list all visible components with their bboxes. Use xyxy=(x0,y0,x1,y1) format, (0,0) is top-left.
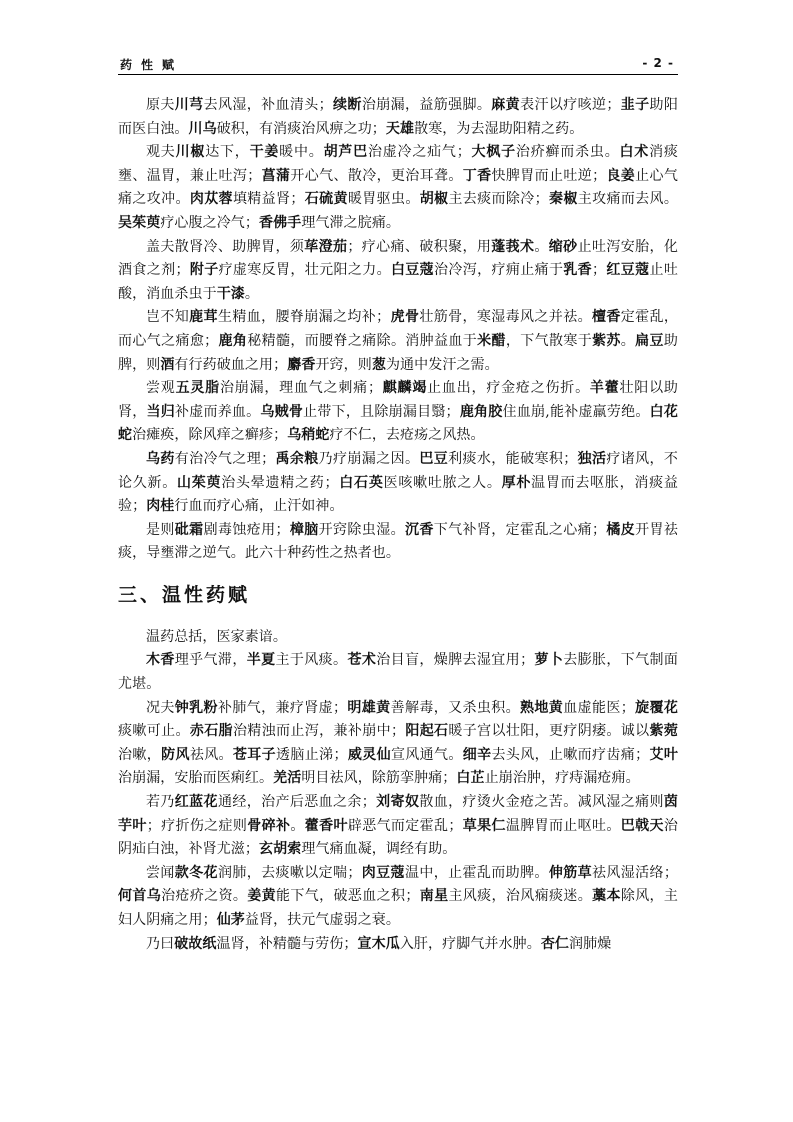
herb-name: 羊藿 xyxy=(589,380,620,397)
paragraph xyxy=(118,626,678,650)
text-run: 明目祛风，除筋挛肿痛； xyxy=(301,770,457,787)
text-run: 观夫 xyxy=(146,144,176,161)
text-run: 是则 xyxy=(146,521,175,538)
text-run: 达下， xyxy=(205,144,250,161)
text-run: 快脾胃而止吐逆； xyxy=(491,167,607,184)
herb-name: 韭子 xyxy=(620,97,650,113)
text-run: 若乃 xyxy=(146,794,175,811)
text-run: 祛风。 xyxy=(189,746,233,763)
text-run: 辟恶气而定霍乱； xyxy=(347,817,463,834)
herb-name: 南星 xyxy=(419,888,449,905)
text-run: 治嗽， xyxy=(118,746,162,763)
herb-name: 红蓝花 xyxy=(174,794,218,811)
text-run: 除风，主妇人阴痛之用； xyxy=(118,888,679,928)
herb-name: 紫菀 xyxy=(649,723,678,740)
text-run: 去风湿，补血清头； xyxy=(203,97,333,113)
text-run: 去头风，止嗽而疗齿痛； xyxy=(491,746,650,763)
text-run: 止吐酸，消血杀虫于 xyxy=(118,262,678,302)
paragraph xyxy=(118,377,678,448)
text-run: 乃曰 xyxy=(146,935,175,952)
text-run: 补虚而养血。 xyxy=(174,403,261,420)
herb-name: 款冬花 xyxy=(174,864,218,881)
text-run: 主风痰，治风痫痰迷。 xyxy=(448,888,593,905)
text-run: 治头晕遗精之药； xyxy=(221,474,339,491)
text-run: ； xyxy=(592,262,607,279)
herb-name: 鹿茸 xyxy=(189,309,218,326)
herb-name: 肉苁蓉 xyxy=(189,191,233,208)
herb-name: 威灵仙 xyxy=(347,746,391,763)
herb-name: 破故纸 xyxy=(174,935,217,952)
text-run: 治虚冷之疝气； xyxy=(367,144,471,161)
herb-name: 藁本 xyxy=(592,888,621,905)
text-run: 暖子宫以壮阳，更疗阴痿。诚以 xyxy=(448,723,650,740)
herb-name: 白术 xyxy=(619,144,650,161)
text-run: 定霍乱，而心气之痛愈； xyxy=(118,309,679,349)
paragraph xyxy=(118,519,678,566)
text-run: 疗不仁，去疮疡之风热。 xyxy=(329,427,485,444)
text-run: 乃疗崩漏之因。 xyxy=(318,450,420,467)
text-run: 止崩治肿，疗痔漏疮痈。 xyxy=(484,770,640,787)
herb-name: 乌药 xyxy=(146,450,175,467)
herb-name: 苍术 xyxy=(347,652,377,669)
text-run: 治瘫痪，除风痒之癣疹； xyxy=(132,427,288,444)
herb-name: 厚朴 xyxy=(501,474,532,491)
header-title: 药性赋 xyxy=(120,58,184,72)
text-run: 尝观 xyxy=(146,380,176,397)
text-run: 止心气痛之攻冲。 xyxy=(118,167,679,208)
herb-name: 蓬莪术 xyxy=(491,238,535,255)
text-run: 疗心腹之冷气； xyxy=(160,214,260,231)
herb-name: 独活 xyxy=(577,450,607,467)
paragraph xyxy=(118,933,678,957)
running-header xyxy=(118,52,678,75)
herb-name: 胡椒 xyxy=(419,191,449,208)
text-run: 主攻痛而去风。 xyxy=(577,191,679,208)
herb-name: 干姜 xyxy=(249,144,280,161)
text-run: 开窍，则 xyxy=(315,356,372,373)
herb-name: 酒 xyxy=(160,356,175,373)
text-run: 祛风湿活络； xyxy=(591,864,678,881)
herb-name: 米醋 xyxy=(477,332,506,349)
text-run: 主于风痰。 xyxy=(275,652,348,669)
herb-name: 天雄 xyxy=(385,120,415,137)
page-number: - 2 - xyxy=(642,56,674,70)
paragraph xyxy=(118,236,678,307)
text-run: 治目盲，燥脾去湿宜用； xyxy=(376,652,535,669)
text-run: 治疮疥之资。 xyxy=(161,888,248,905)
herb-name: 玄胡索 xyxy=(259,841,302,858)
herb-name: 巴豆 xyxy=(419,450,449,467)
text-run: 表汗以疗咳逆； xyxy=(520,97,621,113)
text-run: 润肺燥 xyxy=(569,935,612,952)
text-run: 暖中。 xyxy=(279,144,324,161)
herb-name: 缩砂 xyxy=(548,238,578,255)
herb-name: 肉豆蔻 xyxy=(361,864,405,881)
text-run: 行血而疗心痛，止汗如神。 xyxy=(174,498,344,515)
herb-name: 扁豆 xyxy=(635,332,664,349)
text-run: 善解毒，又杀虫积。 xyxy=(390,699,521,716)
herb-name: 大枫子 xyxy=(470,144,516,161)
text-run: 止血出，疗金疮之伤折。 xyxy=(427,380,590,397)
herb-name: 伸筋草 xyxy=(548,864,592,881)
herb-name: 附子 xyxy=(189,262,219,279)
text-run: 治精浊而止泻，兼补崩中； xyxy=(232,723,406,740)
text-run: 通经，治产后恶血之余； xyxy=(217,794,376,811)
text-run: 开心气、散冷，更治耳聋。 xyxy=(290,167,463,184)
text-run: 岂不知 xyxy=(146,309,190,326)
paragraph xyxy=(118,306,678,377)
text-run: 能下气，破恶血之积； xyxy=(276,888,420,905)
text-run: 助脾，则 xyxy=(118,332,679,373)
herb-name: 菖蒲 xyxy=(261,167,291,184)
text-run: 。 xyxy=(290,817,305,834)
text-run: 温中，止霍乱而助脾。 xyxy=(404,864,549,881)
text-run: 原夫 xyxy=(146,97,175,113)
text-run: 暖胃驱虫。 xyxy=(347,191,420,208)
herb-name: 麝香 xyxy=(287,356,316,373)
text-run: 破积，有消痰治风痹之功； xyxy=(216,120,386,137)
herb-name: 巴戟天 xyxy=(620,817,664,834)
text-run: 治崩漏，安胎而医痢红。 xyxy=(118,770,274,787)
text-run: 透脑止涕； xyxy=(276,746,348,763)
herb-name: 川乌 xyxy=(188,120,217,137)
herb-name: 吴茱萸 xyxy=(118,214,161,231)
text-run: 宣风通气。 xyxy=(390,746,463,763)
text-run: 。 xyxy=(534,238,549,255)
herb-name: 良姜 xyxy=(606,167,636,184)
text-run: 理乎气滞， xyxy=(174,652,247,669)
text-run: 盖夫散肾冷、助脾胃，须 xyxy=(146,238,305,255)
text-run: 温脾胃而止呕吐。 xyxy=(505,817,621,834)
herb-name: 白豆蔻 xyxy=(390,262,435,279)
herb-name: 钟乳粉 xyxy=(174,699,218,716)
herb-name: 骨碎补 xyxy=(247,817,291,834)
herb-name: 草果仁 xyxy=(462,817,506,834)
heat-medicine-passage xyxy=(118,94,678,566)
text-run: 散血，疗烫火金疮之苦。减风湿之痛则 xyxy=(419,794,664,811)
herb-name: 细辛 xyxy=(462,746,492,763)
text-run: 壮筋骨，寒湿毒风之并祛。 xyxy=(419,309,592,326)
herb-name: 虎骨 xyxy=(390,309,420,326)
herb-name: 艾叶 xyxy=(649,746,678,763)
text-run: 治阴疝白浊，补肾尤滋； xyxy=(118,817,678,858)
text-run: 疗诸风，不论久新。 xyxy=(118,450,679,491)
text-run: 尝闻 xyxy=(146,864,175,881)
paragraph xyxy=(118,791,678,862)
herb-name: 明雄黄 xyxy=(347,699,391,716)
herb-name: 麒麟竭 xyxy=(382,380,428,397)
text-run: 散寒，为去湿助阳精之药。 xyxy=(414,120,584,137)
herb-name: 干漆 xyxy=(216,285,245,302)
text-run: 有治冷气之理； xyxy=(174,450,276,467)
herb-name: 川椒 xyxy=(175,144,206,161)
herb-name: 木香 xyxy=(146,652,175,669)
herb-name: 阳起石 xyxy=(405,723,449,740)
text-run: 助阳而医白浊。 xyxy=(118,97,679,137)
herb-name: 川芎 xyxy=(174,97,204,113)
text-run: 止吐泻安胎，化酒食之剂； xyxy=(118,238,678,279)
herb-name: 防风 xyxy=(161,746,190,763)
text-run: 痰嗽可止。 xyxy=(118,723,190,740)
herb-name: 肉桂 xyxy=(146,498,175,515)
herb-name: 橘皮 xyxy=(606,521,636,538)
text-run: 剧毒蚀疮用； xyxy=(203,521,290,538)
herb-name: 鹿角 xyxy=(218,332,248,349)
herb-name: 香佛手 xyxy=(259,214,302,231)
herb-name: 萝卜 xyxy=(534,652,564,669)
herb-name: 苍耳子 xyxy=(232,746,277,763)
text-run: 温药总括，医家素谙。 xyxy=(146,628,287,645)
herb-name: 白花蛇 xyxy=(118,403,678,444)
paragraph xyxy=(118,141,678,235)
herb-name: 樟脑 xyxy=(289,521,319,538)
text-run: 况夫 xyxy=(146,699,175,716)
herb-name: 胡芦巴 xyxy=(323,144,368,161)
text-run: 疗虚寒反胃，壮元阳之力。 xyxy=(218,262,391,279)
herb-name: 杏仁 xyxy=(540,935,570,952)
text-run: 利痰水，能破寒积； xyxy=(448,450,578,467)
page-body xyxy=(118,94,678,956)
text-run: 理气痛血凝，调经有助。 xyxy=(301,841,457,858)
herb-name: 刘寄奴 xyxy=(375,794,420,811)
text-run: 主去痰而除冷； xyxy=(448,191,549,208)
paragraph xyxy=(118,697,678,791)
herb-name: 乌贼骨 xyxy=(260,403,304,420)
text-run: 医咳嗽吐脓之人。 xyxy=(383,474,502,491)
text-run: 治冷泻，疗痈止痛于 xyxy=(434,262,564,279)
text-run: 益肾，扶元气虚弱之衰。 xyxy=(244,912,401,928)
text-run: ，下气散寒于 xyxy=(505,332,593,349)
herb-name: 半夏 xyxy=(246,652,276,669)
text-run: 温肾，补精髓与劳伤； xyxy=(216,935,358,952)
text-run: 入肝，疗脚气并水肿。 xyxy=(399,935,541,952)
text-run: 填精益肾； xyxy=(232,191,305,208)
text-run: 。 xyxy=(244,285,260,302)
text-run: 温胃而去呕胀，消痰益验； xyxy=(118,474,678,515)
herb-name: 旋覆花 xyxy=(634,699,678,716)
herb-name: 檀香 xyxy=(591,309,621,326)
text-run: 润肺，去痰嗽以定喘； xyxy=(217,864,362,881)
herb-name: 羌活 xyxy=(273,770,302,787)
herb-name: 葱 xyxy=(371,356,386,373)
herb-name: 仙茅 xyxy=(216,912,245,928)
text-run: 为通中发汗之需。 xyxy=(385,356,499,373)
herb-name: 姜黄 xyxy=(247,888,277,905)
text-run: 。 xyxy=(620,332,636,349)
herb-name: 秦椒 xyxy=(548,191,578,208)
herb-name: 续断 xyxy=(332,97,362,113)
text-run: 止带下，且除崩漏目翳； xyxy=(303,403,460,420)
herb-name: 白石英 xyxy=(338,474,384,491)
warm-medicine-passage xyxy=(118,626,678,956)
herb-name: 麻黄 xyxy=(491,97,521,113)
text-run: 秘精髓，而腰脊之痛除。消肿益血于 xyxy=(247,332,478,349)
herb-name: 沉香 xyxy=(404,521,434,538)
herb-name: 丁香 xyxy=(462,167,492,184)
text-run: 壮阳以助肾， xyxy=(118,380,678,420)
text-run: 血虚能医； xyxy=(563,699,635,716)
text-run: 生精血，腰脊崩漏之均补； xyxy=(217,309,391,326)
text-run: 开胃祛痰，导壅滞之逆气。此六十种药性之热者也。 xyxy=(118,521,679,562)
text-run: 补肺气，兼疗肾虚； xyxy=(217,699,348,716)
text-run: 开窍除虫湿。 xyxy=(318,521,405,538)
herb-name: 熟地黄 xyxy=(520,699,564,716)
text-run: 理气滞之脘痛。 xyxy=(301,214,401,231)
section-title: 三、温性药赋 xyxy=(118,583,251,606)
herb-name: 禹余粮 xyxy=(275,450,319,467)
herb-name: 藿香叶 xyxy=(304,817,348,834)
text-run: 住血崩,能补虚羸劳绝。 xyxy=(502,403,650,420)
text-run: 下气补肾，定霍乱之心痛； xyxy=(433,521,607,538)
paragraph xyxy=(118,862,678,933)
text-run: 去膨胀，下气制面尤堪。 xyxy=(118,652,679,693)
herb-name: 当归 xyxy=(146,403,175,420)
paragraph xyxy=(118,94,678,141)
herb-name: 红豆蔻 xyxy=(606,262,650,279)
text-run: 治崩漏，理血气之刺痛； xyxy=(219,380,383,397)
text-run: ；疗心痛、破积聚，用 xyxy=(347,238,492,255)
herb-name: 鹿角胶 xyxy=(459,403,503,420)
herb-name: 山茱萸 xyxy=(177,474,222,491)
herb-name: 赤石脂 xyxy=(189,723,233,740)
herb-name: 荜澄茄 xyxy=(304,238,348,255)
herb-name: 宣木瓜 xyxy=(357,935,400,952)
herb-name: 乌稍蛇 xyxy=(287,427,330,444)
herb-name: 何首乌 xyxy=(118,888,162,905)
herb-name: 五灵脂 xyxy=(175,380,220,397)
paragraph xyxy=(118,649,678,696)
herb-name: 紫苏 xyxy=(592,332,621,349)
text-run: 治疥癣而杀虫。 xyxy=(515,144,620,161)
text-run: 消痰壅、温胃，兼止吐泻； xyxy=(118,144,678,184)
herb-name: 砒霜 xyxy=(174,521,204,538)
text-run: 有行药破血之用； xyxy=(174,356,288,373)
herb-name: 茵芋叶 xyxy=(118,794,678,834)
herb-name: 乳香 xyxy=(563,262,593,279)
herb-name: 白芷 xyxy=(456,770,485,787)
paragraph xyxy=(118,448,678,519)
text-run: 治崩漏，益筋强脚。 xyxy=(361,97,492,113)
text-run: ；疗折伤之症则 xyxy=(146,817,248,834)
herb-name: 石硫黄 xyxy=(304,191,348,208)
